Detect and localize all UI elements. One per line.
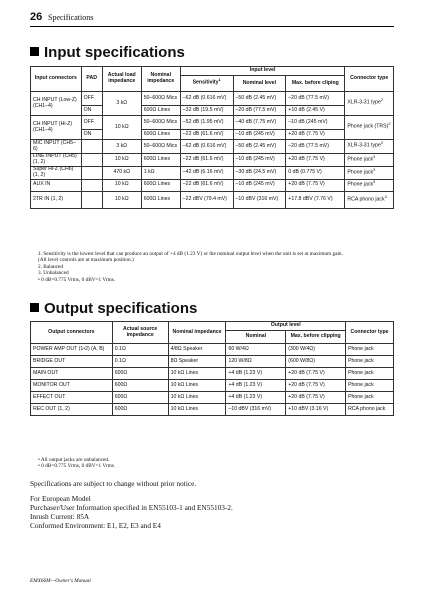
col-sensitivity: Sensitivity$^1$ bbox=[180, 76, 233, 92]
table-row: 2TR IN (1, 2) 10 kΩ 600Ω Lines –22 dBV (79.4 mV) –10 dBV (316 mV) +17.8 dBV (7.76 V) RCA phono jack$^3$ bbox=[31, 191, 394, 208]
table-cell: Phone jack bbox=[346, 368, 394, 380]
eu-model: For European Model Purchaser/User Information specified in EN55103-1 and EN55103-2. Inrush Current: 85A Conformed Environment: E1, E2, E3 and E4 bbox=[30, 494, 233, 530]
table-row: MIC INPUT (CH5–6) 3 kΩ 50–600Ω Mics –62 dB (0.616 mV) –50 dB (2.45 mV) –20 dB (77.5 mV) XLR-3-31 type$^2$ bbox=[31, 140, 394, 154]
table-cell: +4 dB (1.23 V) bbox=[226, 392, 286, 404]
table-cell: 4/8Ω Speaker bbox=[168, 344, 226, 356]
table-cell: –10 dBV (316 mV) bbox=[226, 404, 286, 416]
table-cell: 0.1Ω bbox=[112, 356, 168, 368]
col-nominal-level: Nominal level bbox=[233, 76, 286, 92]
table-cell: 120 W/8Ω bbox=[226, 356, 286, 368]
table-cell: Phone jack bbox=[346, 392, 394, 404]
col-nominal: Nominal bbox=[226, 331, 286, 344]
table-cell: 10 kΩ Lines bbox=[168, 380, 226, 392]
table-row bbox=[31, 368, 394, 380]
table-cell: +20 dB (7.75 V) bbox=[286, 392, 346, 404]
col-load: Actual load impedance bbox=[102, 67, 141, 92]
table-cell: BRIDGE OUT bbox=[31, 356, 113, 368]
section-title: Specifications bbox=[48, 13, 94, 22]
table-cell: 600Ω bbox=[112, 380, 168, 392]
col-connector-type: Connector type bbox=[346, 322, 394, 344]
table-cell: +10 dBV (3.16 V) bbox=[286, 404, 346, 416]
table-row: CH INPUT (Hi-Z) (CH1–4) OFF 10 kΩ 50–600Ω Mics –52 dB (1.95 mV) –40 dB (7.75 mV) –10 dB (245 mV) Phone jack (TRS)$^2$ bbox=[31, 116, 394, 130]
page-number: 26 bbox=[30, 11, 43, 23]
table-cell: +20 dB (7.75 V) bbox=[286, 368, 346, 380]
table-row bbox=[31, 392, 394, 404]
table-row: ON 600Ω Lines –22 dB (61.6 mV) –10 dB (245 mV) +20 dB (7.75 V) bbox=[31, 130, 394, 140]
table-cell: REC OUT (1, 2) bbox=[31, 404, 113, 416]
table-cell: +4 dB (1.23 V) bbox=[226, 380, 286, 392]
output-spec-table bbox=[30, 321, 394, 416]
header-rule bbox=[30, 26, 394, 27]
table-cell: 0.1Ω bbox=[112, 344, 168, 356]
page-footer: EMX66M—Owner's Manual bbox=[30, 578, 91, 584]
input-footnotes: 1. Sensitivity is the lowest level that can produce an output of +4 dB (1.23 V) or the nominal output level when the unit is set at maximum gain. (All level controls are at maximum position.) 2. Balanced 3. Unbalanced • 0 dB=0.775 Vrms, 0 dBV=1 Vrms. bbox=[38, 251, 343, 283]
col-pad: PAD bbox=[81, 67, 102, 92]
table-row: CH INPUT (Low-Z) (CH1–4) OFF 3 kΩ 50–600Ω Mics –62 dB (0.616 mV) –50 dB (2.45 mV) –20 dB (77.5 mV) XLR-3-31 type$^2$ bbox=[31, 92, 394, 106]
output-heading: Output specifications bbox=[30, 300, 197, 317]
table-cell: +4 dB (1.23 V) bbox=[226, 368, 286, 380]
square-bullet-icon bbox=[30, 303, 39, 312]
table-cell: 600Ω bbox=[112, 404, 168, 416]
col-max: Max. before cliping bbox=[286, 76, 345, 92]
table-row: ON 600Ω Lines –32 dB (19.5 mV) –20 dB (77.5 mV) +10 dB (2.45 V) bbox=[31, 106, 394, 116]
table-cell: 600Ω bbox=[112, 368, 168, 380]
col-input-level: Input level bbox=[180, 67, 345, 76]
col-connector-type: Connector type bbox=[345, 67, 394, 92]
table-row: LINE INPUT (CH5) (1, 2) 10 kΩ 600Ω Lines –22 dB (61.6 mV) –10 dB (245 mV) +20 dB (7.75 V) Phone jack$^3$ bbox=[31, 154, 394, 167]
table-cell: MONITOR OUT bbox=[31, 380, 113, 392]
table-cell: Phone jack bbox=[346, 344, 394, 356]
table-cell: EFFECT OUT bbox=[31, 392, 113, 404]
table-cell: 10 kΩ Lines bbox=[168, 392, 226, 404]
table-cell: 60 W/4Ω bbox=[226, 344, 286, 356]
table-cell: 10 kΩ Lines bbox=[168, 404, 226, 416]
table-row bbox=[31, 380, 394, 392]
col-max: Max. before clipping bbox=[286, 331, 346, 344]
col-output-connectors: Output connectors bbox=[31, 322, 113, 344]
table-cell: 10 kΩ Lines bbox=[168, 368, 226, 380]
col-output-level: Output level bbox=[226, 322, 346, 331]
input-spec-table bbox=[30, 66, 394, 209]
table-cell: POWER AMP OUT (1•2) (A, B) bbox=[31, 344, 113, 356]
table-row bbox=[31, 344, 394, 356]
table-cell: MAIN OUT bbox=[31, 368, 113, 380]
notice-text: Specifications are subject to change without prior notice. bbox=[30, 479, 197, 488]
table-cell: +20 dB (7.75 V) bbox=[286, 380, 346, 392]
output-footnotes: • All output jacks are unbalanced. • 0 dB=0.775 Vrms, 0 dBV=1 Vrms. bbox=[38, 457, 116, 470]
table-cell: Phone jack bbox=[346, 356, 394, 368]
input-heading: Input specifications bbox=[30, 44, 185, 61]
table-cell: Phone jack bbox=[346, 380, 394, 392]
col-nominal-impedance: Nominal impedance bbox=[168, 322, 226, 344]
table-row bbox=[31, 404, 394, 416]
table-cell: RCA phono jack bbox=[346, 404, 394, 416]
table-cell: (300 W/4Ω) bbox=[286, 344, 346, 356]
table-cell: (600 W/8Ω) bbox=[286, 356, 346, 368]
col-source-impedance: Actual source impedance bbox=[112, 322, 168, 344]
col-input-connectors: Input connectors bbox=[31, 67, 82, 92]
table-row bbox=[31, 356, 394, 368]
page-header bbox=[30, 11, 394, 27]
table-row: AUX IN 10 kΩ 600Ω Lines –22 dB (61.6 mV) –10 dB (245 mV) +20 dB (7.75 V) Phone jack$^3$ bbox=[31, 179, 394, 191]
col-nominal: Nominal impedance bbox=[141, 67, 180, 92]
table-row: Super Hi-Z (CH6) (1, 2) 470 kΩ 1 kΩ –42 dB (6.16 mV) –30 dB (24.5 mV) 0 dB (0.775 V) Phone jack$^3$ bbox=[31, 166, 394, 179]
square-bullet-icon bbox=[30, 47, 39, 56]
table-cell: 600Ω bbox=[112, 392, 168, 404]
table-cell: 8Ω Speaker bbox=[168, 356, 226, 368]
